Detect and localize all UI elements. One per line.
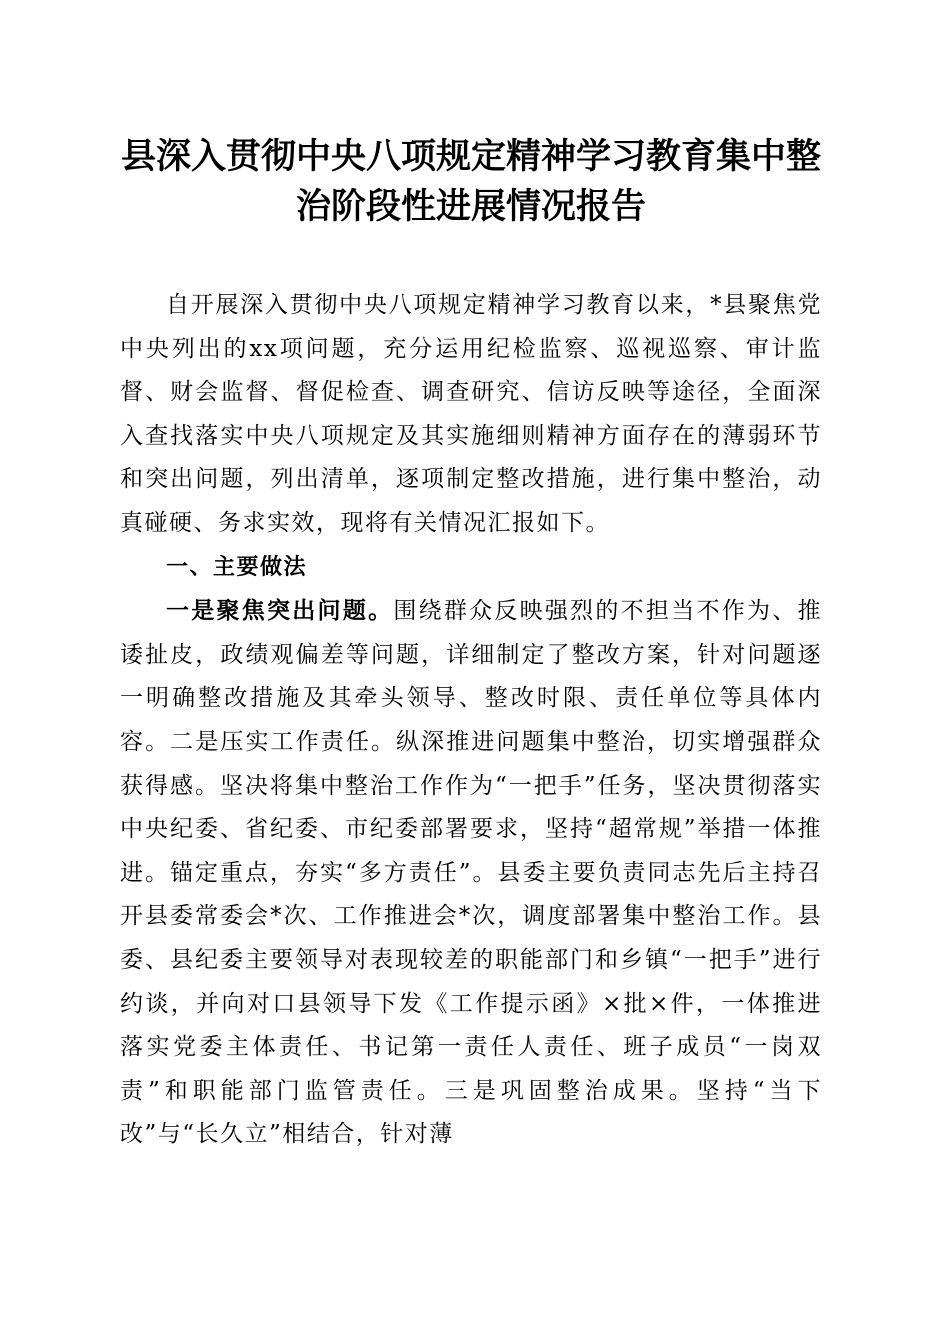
paragraph-text: 围绕群众反映强烈的不担当不作为、推诿扯皮，政绩观偏差等问题，详细制定了整改方案，针对问题逐一明确整改措施及其牵头领导、整改时限、责任单位等具体内容。二是压实工作责任。纵深推进问题集中整治，切实增强群众获得感。坚决将集中整治工作作为“一把手”任务，坚决贯彻落实中央纪委、省纪委、市纪委部署要求，坚持“超常规”举措一体推进。锚定重点，夯实“多方责任”。县委主要负责同志先后主持召开县委常委会*次、工作推进会*次，调度部署集中整治工作。县委、县纪委主要领导对表现较差的职能部门和乡镇“一把手”进行约谈，并向对口县领导下发《工作提示函》×批×件，一体推进落实党委主体责任、书记第一责任人责任、班子成员“一岗双责”和职能部门监管责任。三是巩固整治成果。坚持“当下改”与“长久立”相结合，针对薄 [120,598,823,1148]
document-page [120,132,822,1157]
title-line-1: 县深入贯彻中央八项规定精神学习教育集中整 [120,136,821,177]
intro-paragraph: 自开展深入贯彻中央八项规定精神学习教育以来，*县聚焦党中央列出的xx项问题，充分运用纪检监察、巡视巡察、审计监督、财会监督、督促检查、调查研究、信访反映等途径，全面深入查找落实中央八项规定及其实施细则精神方面存在的薄弱环节和突出问题，列出清单，逐项制定整改措施，进行集中整治，动真碰硬、务求实效，现将有关情况汇报如下。 [120,292,822,536]
section-paragraph [120,589,822,1157]
document-body [120,284,822,1157]
section-heading: 一、主要做法 [166,554,308,580]
document-title [120,132,822,232]
title-line-2: 治阶段性进展情况报告 [295,186,646,227]
paragraph-lead: 一是聚焦突出问题。 [166,597,394,625]
